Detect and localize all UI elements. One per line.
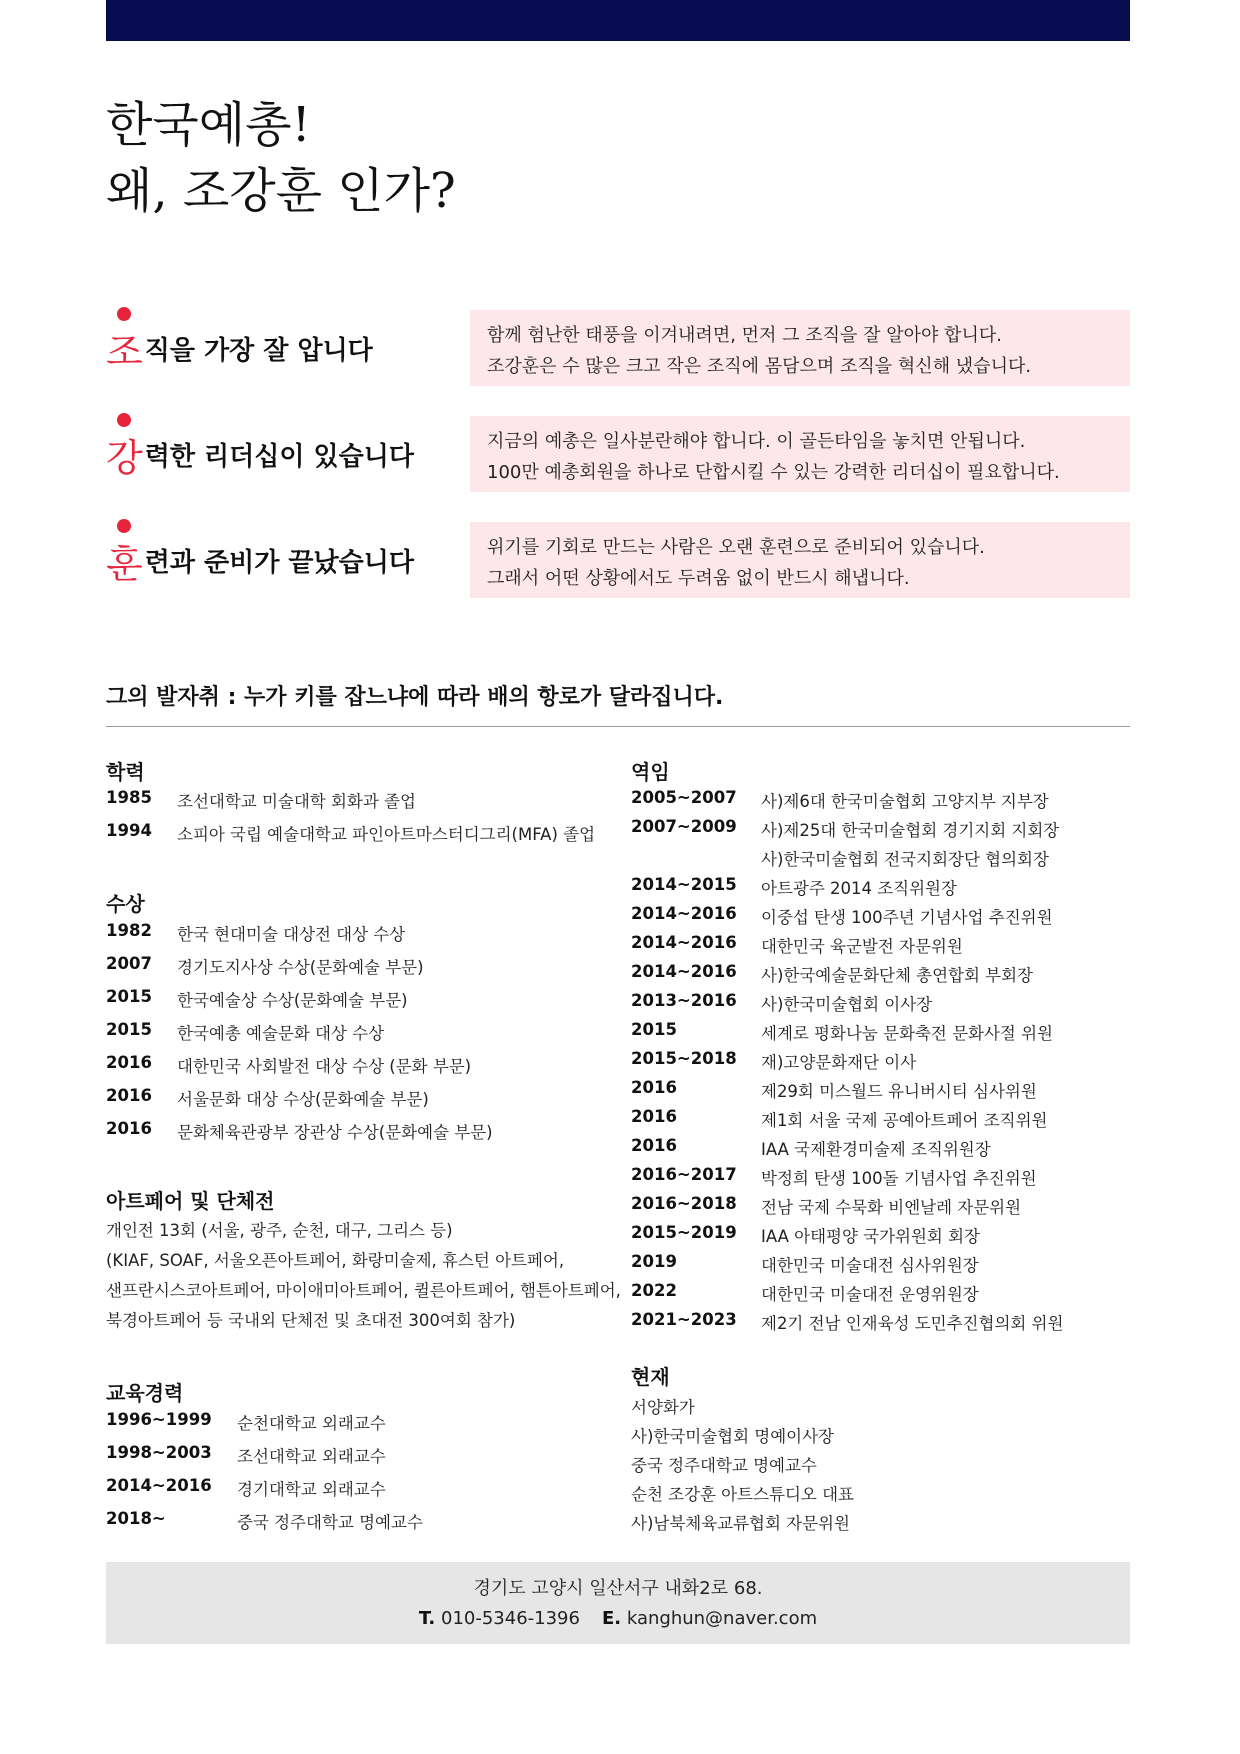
- slogan-row-leadership: [106, 416, 1130, 492]
- item-text: 한국예술상 수상(문화예술 부문): [177, 991, 408, 1010]
- item-year: 2014~2015: [631, 875, 737, 894]
- item-year: 2015: [106, 987, 152, 1006]
- item-text: 제2기 전남 인재육성 도민추진협의회 위원: [761, 1314, 1064, 1333]
- motto-heading: 그의 발자취 : 누가 키를 잡느냐에 따라 배의 항로가 달라집니다.: [106, 685, 724, 710]
- contact-footer: [106, 1562, 1130, 1644]
- item-year: 2016: [106, 1086, 152, 1105]
- item-text: 아트광주 2014 조직위원장: [761, 879, 957, 898]
- item-text: 대한민국 미술대전 운영위원장: [761, 1285, 979, 1304]
- artfair-line: 북경아트페어 등 국내외 단체전 및 초대전 300여회 참가): [106, 1311, 516, 1330]
- item-text: IAA 아태평양 국가위원회 회장: [761, 1227, 980, 1246]
- artfair-line: 샌프란시스코아트페어, 마이애미아트페어, 퀼른아트페어, 햄튼아트페어,: [106, 1281, 621, 1300]
- item-text: 세계로 평화나눔 문화축전 문화사절 위원: [761, 1024, 1053, 1043]
- artfair-line: 개인전 13회 (서울, 광주, 순천, 대구, 그리스 등): [106, 1221, 453, 1240]
- item-text: 문화체육관광부 장관상 수상(문화예술 부문): [177, 1123, 493, 1142]
- item-text: 대한민국 사회발전 대상 수상 (문화 부문): [177, 1057, 472, 1076]
- section-title-awards: 수상: [106, 892, 145, 916]
- item-text: 한국예총 예술문화 대상 수상: [177, 1024, 385, 1043]
- slogan-title: [106, 416, 414, 492]
- item-text: 소피아 국립 예술대학교 파인아트마스터디그리(MFA) 졸업: [177, 825, 596, 844]
- section-title-positions: 역임: [631, 760, 670, 784]
- slogan-line: 위기를 기회로 만드는 사람은 오랜 훈련으로 준비되어 있습니다.: [487, 537, 985, 558]
- item-year: 2014~2016: [631, 933, 737, 952]
- artfair-line: (KIAF, SOAF, 서울오픈아트페어, 화랑미술제, 휴스턴 아트페어,: [106, 1251, 565, 1270]
- item-text: 이중섭 탄생 100주년 기념사업 추진위원: [761, 908, 1053, 927]
- slogan-title-rest: 련과 준비가 끝났습니다: [144, 547, 414, 578]
- section-title-teaching: 교육경력: [106, 1381, 184, 1405]
- red-dot-icon: [117, 413, 131, 427]
- item-year: 1994: [106, 821, 152, 840]
- item-year: 2016~2017: [631, 1165, 737, 1184]
- item-text: 서울문화 대상 수상(문화예술 부문): [177, 1090, 429, 1109]
- item-year: 2005~2007: [631, 788, 737, 807]
- item-year: 2014~2016: [106, 1476, 212, 1495]
- item-year: 2015~2019: [631, 1223, 737, 1242]
- item-text: 경기대학교 외래교수: [237, 1480, 386, 1499]
- slogan-row-organization: [106, 310, 1130, 386]
- slogan-line: 함께 험난한 태풍을 이겨내려면, 먼저 그 조직을 잘 알아야 합니다.: [487, 325, 1003, 346]
- item-text: IAA 국제환경미술제 조직위원장: [761, 1140, 991, 1159]
- footer-contact: [106, 1604, 1130, 1634]
- item-year: 2014~2016: [631, 904, 737, 923]
- item-text: 사)한국미술협회 전국지회장단 협의회장: [761, 850, 1049, 869]
- section-title-artfair: 아트페어 및 단체전: [106, 1189, 275, 1213]
- item-year: 2007~2009: [631, 817, 737, 836]
- section-title-education: 학력: [106, 760, 145, 784]
- slogan-initial-letter: 강: [106, 435, 143, 480]
- item-text: 경기도지사상 수상(문화예술 부문): [177, 958, 424, 977]
- slogan-line: 100만 예총회원을 하나로 단합시킬 수 있는 강력한 리더십이 필요합니다.: [487, 462, 1060, 483]
- item-year: 2016: [631, 1107, 677, 1126]
- item-text: 조선대학교 미술대학 회화과 졸업: [177, 792, 416, 811]
- item-year: 2016: [631, 1078, 677, 1097]
- item-year: 1982: [106, 921, 152, 940]
- slogan-initial: [106, 321, 143, 376]
- top-banner-bar: [106, 0, 1130, 41]
- slogan-description-box: [470, 522, 1130, 598]
- item-year: 2016: [631, 1136, 677, 1155]
- item-text: 사)한국예술문화단체 총연합회 부회장: [761, 966, 1033, 985]
- item-text: 대한민국 육군발전 자문위원: [761, 937, 963, 956]
- current-line: 사)한국미술협회 명예이사장: [631, 1427, 834, 1446]
- headline-line-2: 왜, 조강훈 인가?: [106, 163, 456, 219]
- item-text: 재)고양문화재단 이사: [761, 1053, 917, 1072]
- item-text: 제1회 서울 국제 공예아트페어 조직위원: [761, 1111, 1048, 1130]
- current-line: 중국 정주대학교 명예교수: [631, 1456, 817, 1475]
- item-year: 1996~1999: [106, 1410, 212, 1429]
- item-text: 중국 정주대학교 명예교수: [237, 1513, 423, 1532]
- item-year: 2016: [106, 1119, 152, 1138]
- section-title-current: 현재: [631, 1365, 670, 1389]
- item-year: 2018~: [106, 1509, 166, 1528]
- item-year: 2014~2016: [631, 962, 737, 981]
- item-year: 2019: [631, 1252, 677, 1271]
- current-line: 순천 조강훈 아트스튜디오 대표: [631, 1485, 854, 1504]
- slogan-title: [106, 522, 414, 598]
- item-text: 순천대학교 외래교수: [237, 1414, 386, 1433]
- current-line: 서양화가: [631, 1398, 695, 1417]
- slogan-line: 그래서 어떤 상황에서도 두려움 없이 반드시 해냅니다.: [487, 568, 910, 589]
- item-year: 2007: [106, 954, 152, 973]
- item-year: 1998~2003: [106, 1443, 212, 1462]
- red-dot-icon: [117, 519, 131, 533]
- item-text: 한국 현대미술 대상전 대상 수상: [177, 925, 406, 944]
- item-text: 사)한국미술협회 이사장: [761, 995, 933, 1014]
- email-address[interactable]: kanghun@naver.com: [626, 1608, 818, 1629]
- item-year: 2016: [106, 1053, 152, 1072]
- slogan-description-box: [470, 310, 1130, 386]
- headline-line-1: 한국예총!: [106, 97, 311, 153]
- item-text: 사)제6대 한국미술협회 고양지부 지부장: [761, 792, 1049, 811]
- slogan-line: 조강훈은 수 많은 크고 작은 조직에 몸담으며 조직을 혁신해 냈습니다.: [487, 356, 1032, 377]
- headline: [106, 92, 456, 224]
- item-year: 2022: [631, 1281, 677, 1300]
- item-text: 제29회 미스월드 유니버시티 심사위원: [761, 1082, 1037, 1101]
- tel-number[interactable]: 010-5346-1396: [441, 1608, 580, 1629]
- slogan-initial-letter: 훈: [106, 541, 143, 586]
- slogan-title: [106, 310, 373, 386]
- divider: [106, 726, 1130, 727]
- slogan-line: 지금의 예총은 일사분란해야 합니다. 이 골든타임을 놓치면 안됩니다.: [487, 431, 1026, 452]
- item-year: 2021~2023: [631, 1310, 737, 1329]
- red-dot-icon: [117, 307, 131, 321]
- slogan-initial: [106, 427, 143, 482]
- item-text: 사)제25대 한국미술협회 경기지회 지회장: [761, 821, 1060, 840]
- tel-label: T.: [418, 1608, 436, 1629]
- item-year: 2016~2018: [631, 1194, 737, 1213]
- current-line: 사)남북체육교류협회 자문위원: [631, 1514, 850, 1533]
- footer-address: 경기도 고양시 일산서구 내화2로 68.: [473, 1578, 763, 1599]
- item-year: 1985: [106, 788, 152, 807]
- item-text: 조선대학교 외래교수: [237, 1447, 386, 1466]
- slogan-initial: [106, 533, 143, 588]
- item-year: 2013~2016: [631, 991, 737, 1010]
- item-year: 2015: [106, 1020, 152, 1039]
- item-text: 전남 국제 수묵화 비엔날레 자문위원: [761, 1198, 1022, 1217]
- item-text: 박정희 탄생 100돌 기념사업 추진위원: [761, 1169, 1037, 1188]
- slogan-row-training: [106, 522, 1130, 598]
- slogan-title-rest: 력한 리더십이 있습니다: [144, 441, 414, 472]
- item-text: 대한민국 미술대전 심사위원장: [761, 1256, 979, 1275]
- item-year: 2015: [631, 1020, 677, 1039]
- slogan-title-rest: 직을 가장 잘 압니다: [144, 335, 373, 366]
- slogan-description-box: [470, 416, 1130, 492]
- email-label: E.: [601, 1608, 622, 1629]
- slogan-initial-letter: 조: [106, 329, 143, 374]
- item-year: 2015~2018: [631, 1049, 737, 1068]
